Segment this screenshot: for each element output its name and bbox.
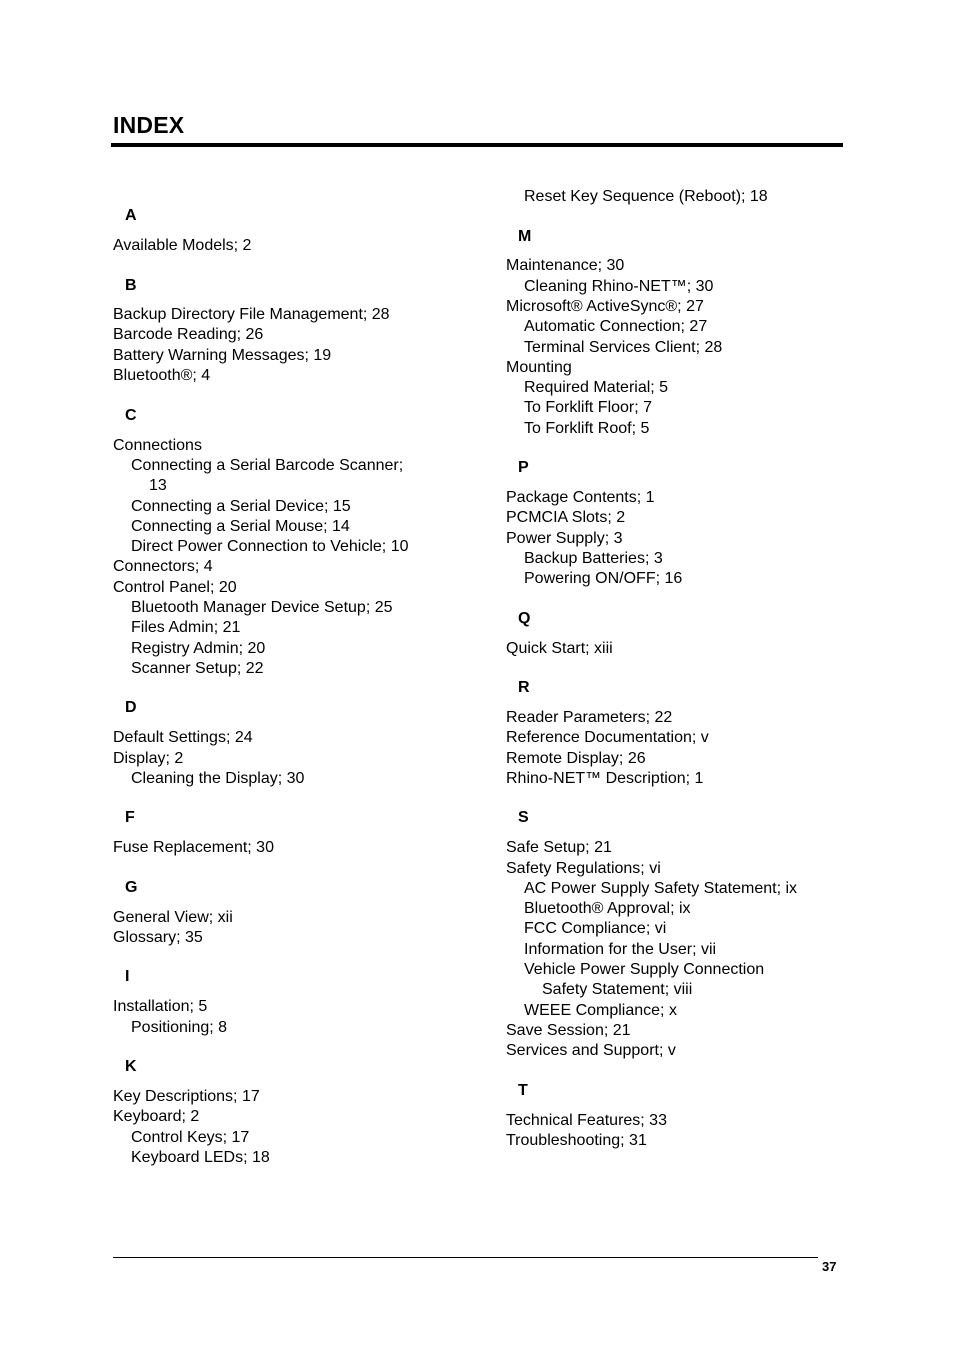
index-entry: Battery Warning Messages; 19 [113, 347, 332, 364]
index-letter-heading: I [125, 968, 130, 985]
index-subentry: Control Keys; 17 [131, 1129, 250, 1146]
index-entry: Package Contents; 1 [506, 489, 655, 506]
index-entry: Default Settings; 24 [113, 729, 253, 746]
index-subentry: Scanner Setup; 22 [131, 660, 264, 677]
title-rule [111, 143, 843, 147]
index-entry: Remote Display; 26 [506, 750, 646, 767]
index-letter-heading: K [125, 1058, 137, 1075]
index-subentry: Backup Batteries; 3 [524, 550, 663, 567]
index-entry: Backup Directory File Management; 28 [113, 306, 390, 323]
index-letter-heading: R [518, 679, 530, 696]
index-subentry: Connecting a Serial Device; 15 [131, 498, 351, 515]
index-entry: Reader Parameters; 22 [506, 709, 673, 726]
index-subentry: Registry Admin; 20 [131, 640, 266, 657]
page-title: INDEX [113, 112, 185, 138]
index-entry: Mounting [506, 359, 572, 376]
index-entry: Rhino-NET™ Description; 1 [506, 770, 704, 787]
index-subentry: Positioning; 8 [131, 1019, 228, 1036]
index-entry: Safe Setup; 21 [506, 839, 612, 856]
index-entry: Microsoft® ActiveSync®; 27 [506, 298, 704, 315]
page-number: 37 [822, 1259, 837, 1274]
index-entry: Safety Regulations; vi [506, 860, 661, 877]
index-entry: Installation; 5 [113, 998, 208, 1015]
index-entry: General View; xii [113, 909, 233, 926]
index-entry: Save Session; 21 [506, 1022, 631, 1039]
index-subentry: Files Admin; 21 [131, 619, 241, 636]
index-letter-heading: F [125, 809, 135, 826]
index-letter-heading: C [125, 407, 137, 424]
footer-rule [113, 1257, 818, 1258]
index-subentry: Powering ON/OFF; 16 [524, 570, 683, 587]
index-entry: Glossary; 35 [113, 929, 203, 946]
index-entry: Bluetooth®; 4 [113, 367, 211, 384]
index-entry: Fuse Replacement; 30 [113, 839, 274, 856]
index-subentry: Connecting a Serial Mouse; 14 [131, 518, 350, 535]
index-subentry: Reset Key Sequence (Reboot); 18 [524, 188, 768, 205]
index-subentry: To Forklift Floor; 7 [524, 399, 653, 416]
index-entry: Keyboard; 2 [113, 1108, 200, 1125]
index-entry: Connectors; 4 [113, 558, 213, 575]
index-subentry: Required Material; 5 [524, 379, 669, 396]
index-subentry: Vehicle Power Supply Connection [524, 961, 765, 978]
index-entry-continuation: 13 [149, 477, 167, 494]
index-letter-heading: Q [518, 610, 531, 627]
index-subentry: Direct Power Connection to Vehicle; 10 [131, 538, 409, 555]
index-subentry: To Forklift Roof; 5 [524, 420, 650, 437]
index-letter-heading: A [125, 207, 137, 224]
index-entry: Barcode Reading; 26 [113, 326, 264, 343]
index-entry: Available Models; 2 [113, 237, 252, 254]
index-entry: Power Supply; 3 [506, 530, 623, 547]
index-entry: Quick Start; xiii [506, 640, 613, 657]
index-entry: Reference Documentation; v [506, 729, 709, 746]
index-letter-heading: D [125, 699, 137, 716]
index-entry: Connections [113, 437, 202, 454]
index-subentry: Keyboard LEDs; 18 [131, 1149, 270, 1166]
index-entry: Troubleshooting; 31 [506, 1132, 647, 1149]
index-entry: Display; 2 [113, 750, 184, 767]
index-subentry: Bluetooth Manager Device Setup; 25 [131, 599, 393, 616]
index-subentry: Bluetooth® Approval; ix [524, 900, 691, 917]
index-letter-heading: P [518, 459, 529, 476]
index-subentry: FCC Compliance; vi [524, 920, 667, 937]
index-entry: Maintenance; 30 [506, 257, 625, 274]
index-letter-heading: G [125, 879, 138, 896]
index-entry: Technical Features; 33 [506, 1112, 667, 1129]
index-letter-heading: S [518, 809, 529, 826]
index-entry: Control Panel; 20 [113, 579, 237, 596]
index-subentry: Terminal Services Client; 28 [524, 339, 723, 356]
index-letter-heading: T [518, 1082, 528, 1099]
index-letter-heading: B [125, 277, 137, 294]
index-subentry: Cleaning the Display; 30 [131, 770, 305, 787]
index-subentry: Information for the User; vii [524, 941, 717, 958]
index-entry: Services and Support; v [506, 1042, 676, 1059]
index-entry: PCMCIA Slots; 2 [506, 509, 626, 526]
index-subentry: Connecting a Serial Barcode Scanner; [131, 457, 404, 474]
index-subentry: Automatic Connection; 27 [524, 318, 708, 335]
index-subentry: WEEE Compliance; x [524, 1002, 677, 1019]
index-subentry: AC Power Supply Safety Statement; ix [524, 880, 798, 897]
index-letter-heading: M [518, 228, 532, 245]
index-subentry: Cleaning Rhino-NET™; 30 [524, 278, 714, 295]
index-entry-continuation: Safety Statement; viii [542, 981, 693, 998]
index-entry: Key Descriptions; 17 [113, 1088, 260, 1105]
